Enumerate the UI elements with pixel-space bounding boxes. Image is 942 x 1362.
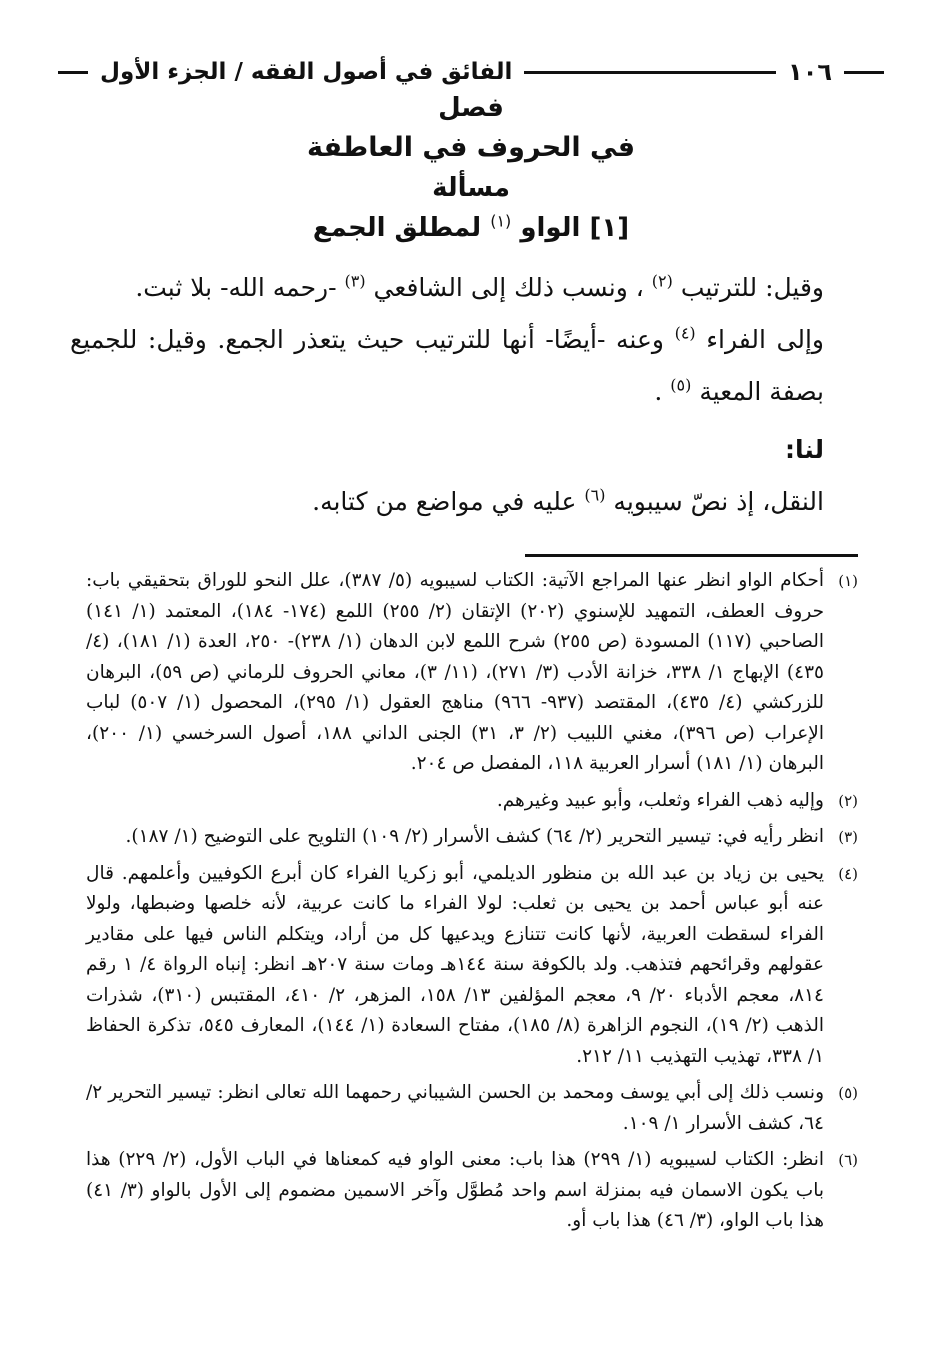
header-rule-right xyxy=(844,71,884,74)
page-number: ١٠٦ xyxy=(788,58,832,86)
text-run: النقل، إذ نصّ سيبويه xyxy=(613,487,824,516)
issue-suffix: لمطلق الجمع xyxy=(312,213,482,243)
footnote-item xyxy=(86,566,858,780)
text-run: وقيل: للترتيب xyxy=(680,273,824,302)
footnote-ref: (٢) xyxy=(651,271,673,291)
footnote-item xyxy=(86,859,858,1073)
text-run: وإلى الفراء xyxy=(706,325,825,354)
footnote-separator xyxy=(525,554,858,557)
footnote-text: وإليه ذهب الفراء وثعلب، وأبو عبيد وغيرهم. xyxy=(496,789,824,811)
footnote-marker: (٥) xyxy=(838,1084,858,1102)
book-title: الفائق في أصول الفقه / الجزء الأول xyxy=(100,59,513,85)
footnote-marker: (٤) xyxy=(838,864,858,883)
footnote-text: انظر: الكتاب لسيبويه (١/ ٢٩٩) هذا باب: معنى الواو فيه كمعناها في الباب الأول، (٢/ ٢٢٩) هذا باب يكون الاسمان فيه بمنزلة اسم واحد مُطوَّل وآخر الاسمين مضموم إلى الأول بالواو (٣/ ٤١) هذا باب الواو، (٣/ ٤٦) هذا باب أو. xyxy=(86,1149,824,1231)
header-rule xyxy=(524,71,776,74)
footnote-text: انظر رأيه في: تيسير التحرير (٢/ ٦٤) كشف الأسرار (٢/ ١٠٩) التلويح على التوضيح (١/ ١٨٧). xyxy=(125,826,824,847)
footnote-item xyxy=(86,822,858,853)
heading-masala: مسألة xyxy=(432,173,510,203)
footnote-marker: (٢) xyxy=(838,791,858,810)
paragraph-2 xyxy=(70,314,824,418)
header-rule-left xyxy=(58,71,88,74)
footnote-item xyxy=(86,1145,858,1237)
text-run: وعنه -أيضًا- أنها للترتيب حيث يتعذر الجمع. وقيل: للجميع بصفة المعية xyxy=(70,325,824,406)
footnote-ref: (١) xyxy=(490,211,512,231)
heading-topic: في الحروف في العاطفة xyxy=(307,132,635,163)
running-header xyxy=(58,52,884,92)
footnote-ref: (٤) xyxy=(674,323,696,343)
footnote-text: أحكام الواو انظر عنها المراجع الآتية: الكتاب لسيبويه (٥/ ٣٨٧)، علل النحو للوراق بتحقيقي باب: حروف العطف، التمهيد للإسنوي (٢٠٢) الإتقان (٢/ ٢٥٥) اللمع (١٧٤- ١٨٤)، المعتمد (١/ ١٤١) الصاحبي (١١٧) المسودة (ص ٢٥٥) شرح اللمع لابن الدهان (١/ ٢٣٨)- ٢٥٠، العدة (١/ ١٨١)، (٤/ ٤٣٥) الإبهاج ١/ ٣٣٨، خزانة الأدب (٣/ ٢٧١)، (١١/ ٣)، معاني الحروف للرماني (ص ٥٩)، البرهان للزركشي (٤/ ٤٣٥)، المقتصد (٩٣٧- ٩٦٦) مناهج العقول (١/ ٢٩٥)، المحصول (١/ ٥٠٧) لباب الإعراب (ص ٣٩٦)، مغني اللبيب (٢/ ٣، ٣١) الجنى الداني ١٨٨، أصول السرخسي (١/ ٢٠٠)، البرهان (١/ ١٨١) أسرار العربية ١١٨، المفصل ص ٢٠٤. xyxy=(86,570,825,774)
footnote-marker: (٦) xyxy=(838,1151,858,1169)
heading-issue xyxy=(70,208,872,248)
text-run: . xyxy=(654,377,663,406)
footnotes xyxy=(86,566,858,1243)
footnote-ref: (٥) xyxy=(670,375,692,395)
heading-fasl: فصل xyxy=(438,93,504,123)
text-run: عليه في مواضع من كتابه. xyxy=(312,487,577,516)
footnote-item xyxy=(86,1078,858,1139)
section-headings xyxy=(70,88,872,248)
footnote-text: يحيى بن زياد بن عبد الله بن منظور الديلمي، أبو زكريا الفراء كان أبرع الكوفيين وأعلمهم. قال عنه أبو عباس أحمد بن يحيى بن ثعلب: لولا الفراء ما كانت عربية، لأنه خلصها وضبطها، ولولا الفراء لسقطت العربية، لأنها كانت تتنازع ويدعيها كل من أراد، ويتكلم الناس فيها على مقادير عقولهم وقرائحهم فتذهب. ولد بالكوفة سنة ١٤٤هـ ومات سنة ٢٠٧هـ انظر: إنباه الرواة ٤/ ١ رقم ٨١٤، معجم الأدباء ٢٠/ ٩، معجم المؤلفين ١٣/ ١٥٨، المزهر، ٢/ ٤١٠، المقتبس (٣١٠)، شذرات الذهب (٢/ ١٩)، النجوم الزاهرة (٨/ ١٨٥)، مفتاح السعادة (١/ ١٤٤)، المعارف ٥٤٥، تذكرة الحفاظ ١/ ٣٣٨، تهذيب التهذيب ١١/ ٢١٢. xyxy=(86,862,824,1067)
issue-prefix: [١] الواو xyxy=(520,213,630,243)
footnote-marker: (١) xyxy=(838,572,858,590)
text-run: ، ونسب ذلك إلى الشافعي xyxy=(373,273,644,302)
footnote-marker: (٣) xyxy=(838,828,858,846)
footnote-ref: (٣) xyxy=(344,271,366,291)
paragraph-3 xyxy=(70,476,824,528)
paragraph-1 xyxy=(70,262,824,314)
footnote-ref: (٦) xyxy=(584,485,606,505)
footnote-text: ونسب ذلك إلى أبي يوسف ومحمد بن الحسن الشيباني رحمهما الله تعالى انظر: تيسير التحرير ٢/ ٦٤، كشف الأسرار ١/ ١٠٩. xyxy=(86,1082,824,1134)
footnote-item xyxy=(86,786,858,817)
text-run: -رحمه الله- بلا ثبت. xyxy=(135,273,337,302)
main-text xyxy=(70,262,824,528)
lana-heading: لنا: xyxy=(785,435,824,464)
